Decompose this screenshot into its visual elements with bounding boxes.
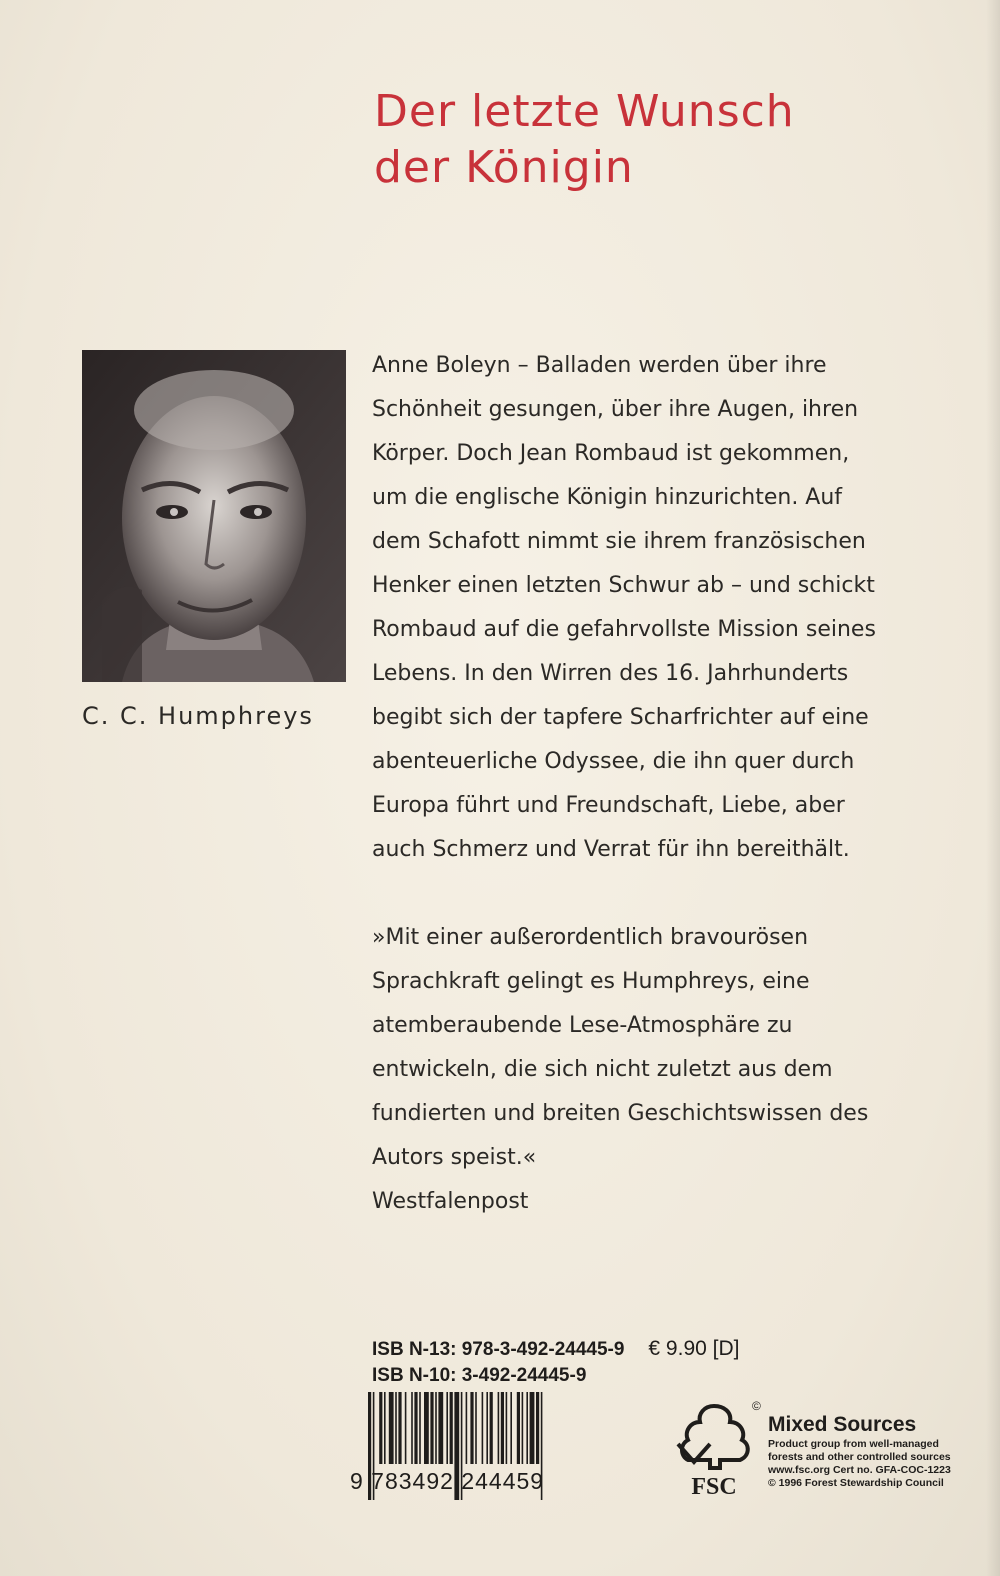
barcode-bar	[430, 1392, 433, 1464]
barcode-bar	[395, 1392, 397, 1464]
fsc-line: www.fsc.org Cert no. GFA-COC-1223	[768, 1464, 951, 1476]
barcode-bar	[379, 1392, 382, 1464]
barcode-bar	[398, 1392, 401, 1464]
fsc-logo-label: FSC	[691, 1474, 737, 1500]
barcode-bar	[446, 1392, 448, 1464]
barcode-bar	[506, 1392, 508, 1464]
barcode-bar	[517, 1392, 520, 1464]
isbn-13-row	[372, 1336, 739, 1363]
fsc-line: forests and other controlled sources	[768, 1451, 951, 1463]
title-line-2: der Königin	[374, 142, 634, 193]
review-quote	[372, 916, 932, 1224]
fsc-copyright-mark: ©	[752, 1399, 761, 1413]
author-photo	[82, 350, 346, 682]
fsc-heading: Mixed Sources	[768, 1413, 917, 1436]
barcode-bar	[486, 1392, 488, 1464]
barcode-bar	[414, 1392, 417, 1464]
review-line: entwickeln, die sich nicht zuletzt aus dem	[372, 1057, 833, 1082]
barcode-bar	[526, 1392, 528, 1464]
barcode-bar	[450, 1392, 453, 1464]
barcode-bar	[498, 1392, 500, 1464]
barcode-bar	[490, 1392, 493, 1464]
blurb-line: dem Schafott nimmt sie ihrem französischen	[372, 529, 866, 554]
title-line-1: Der letzte Wunsch	[374, 86, 795, 137]
barcode-bar	[530, 1392, 535, 1464]
blurb-line: Henker einen letzten Schwur ab – und schickt	[372, 573, 875, 598]
review-line: Sprachkraft gelingt es Humphreys, eine	[372, 969, 810, 994]
barcode-digits: 9 783492 244459	[350, 1468, 545, 1494]
book-title	[374, 84, 795, 196]
blurb-line: Europa führt und Freundschaft, Liebe, aber	[372, 793, 845, 818]
barcode-bar	[536, 1392, 539, 1464]
isbn-13: ISB N-13: 978-3-492-24445-9	[372, 1339, 625, 1360]
fsc-certification	[768, 1412, 968, 1490]
review-line: atemberaubende Lese-Atmosphäre zu	[372, 1013, 793, 1038]
review-source: Westfalenpost	[372, 1189, 529, 1214]
blurb-line: Lebens. In den Wirren des 16. Jahrhunderts	[372, 661, 849, 686]
barcode-bar	[466, 1392, 468, 1464]
fsc-tree-icon	[674, 1398, 761, 1500]
review-line: Autors speist.«	[372, 1145, 537, 1170]
author-name: C. C. Humphreys	[82, 702, 314, 730]
author-portrait-icon	[82, 350, 346, 682]
barcode-bar	[424, 1392, 429, 1464]
review-line: fundierten und breiten Geschichtswissen des	[372, 1101, 869, 1126]
barcode-bar	[482, 1392, 484, 1464]
blurb-text	[372, 344, 932, 872]
barcode-bar	[405, 1392, 407, 1464]
blurb-line: Anne Boleyn – Balladen werden über ihre	[372, 353, 827, 378]
blurb-line: Körper. Doch Jean Rombaud ist gekommen,	[372, 441, 850, 466]
barcode-bar	[384, 1392, 386, 1464]
barcode-bar	[419, 1392, 421, 1464]
isbn-10: ISB N-10: 3-492-24445-9	[372, 1365, 587, 1386]
barcode-bar	[438, 1392, 443, 1464]
blurb-line: auch Schmerz und Verrat für ihn bereithält.	[372, 837, 850, 862]
barcode-bar	[389, 1392, 394, 1464]
barcode-bar	[470, 1392, 473, 1464]
barcode-bar	[475, 1392, 477, 1464]
barcode-bar	[501, 1392, 504, 1464]
blurb-line: Rombaud auf die gefahrvollste Mission seines	[372, 617, 876, 642]
fsc-line: © 1996 Forest Stewardship Council	[768, 1477, 944, 1489]
barcode-bar	[510, 1392, 512, 1464]
barcode-bar	[522, 1392, 524, 1464]
blurb-line: abenteuerliche Odyssee, die ihn quer durch	[372, 749, 855, 774]
blurb-line: begibt sich der tapfere Scharfrichter auf eine	[372, 705, 869, 730]
blurb-line: um die englische Königin hinzurichten. Auf	[372, 485, 843, 510]
fsc-line: Product group from well-managed	[768, 1438, 939, 1450]
cover-edge-shadow	[986, 0, 1000, 1576]
price: € 9.90 [D]	[648, 1337, 740, 1360]
barcode-bar	[435, 1392, 437, 1464]
blurb-line: Schönheit gesungen, über ihre Augen, ihren	[372, 397, 859, 422]
review-line: »Mit einer außerordentlich bravourösen	[372, 925, 809, 950]
barcode-bar	[411, 1392, 413, 1464]
isbn-block	[372, 1336, 739, 1389]
